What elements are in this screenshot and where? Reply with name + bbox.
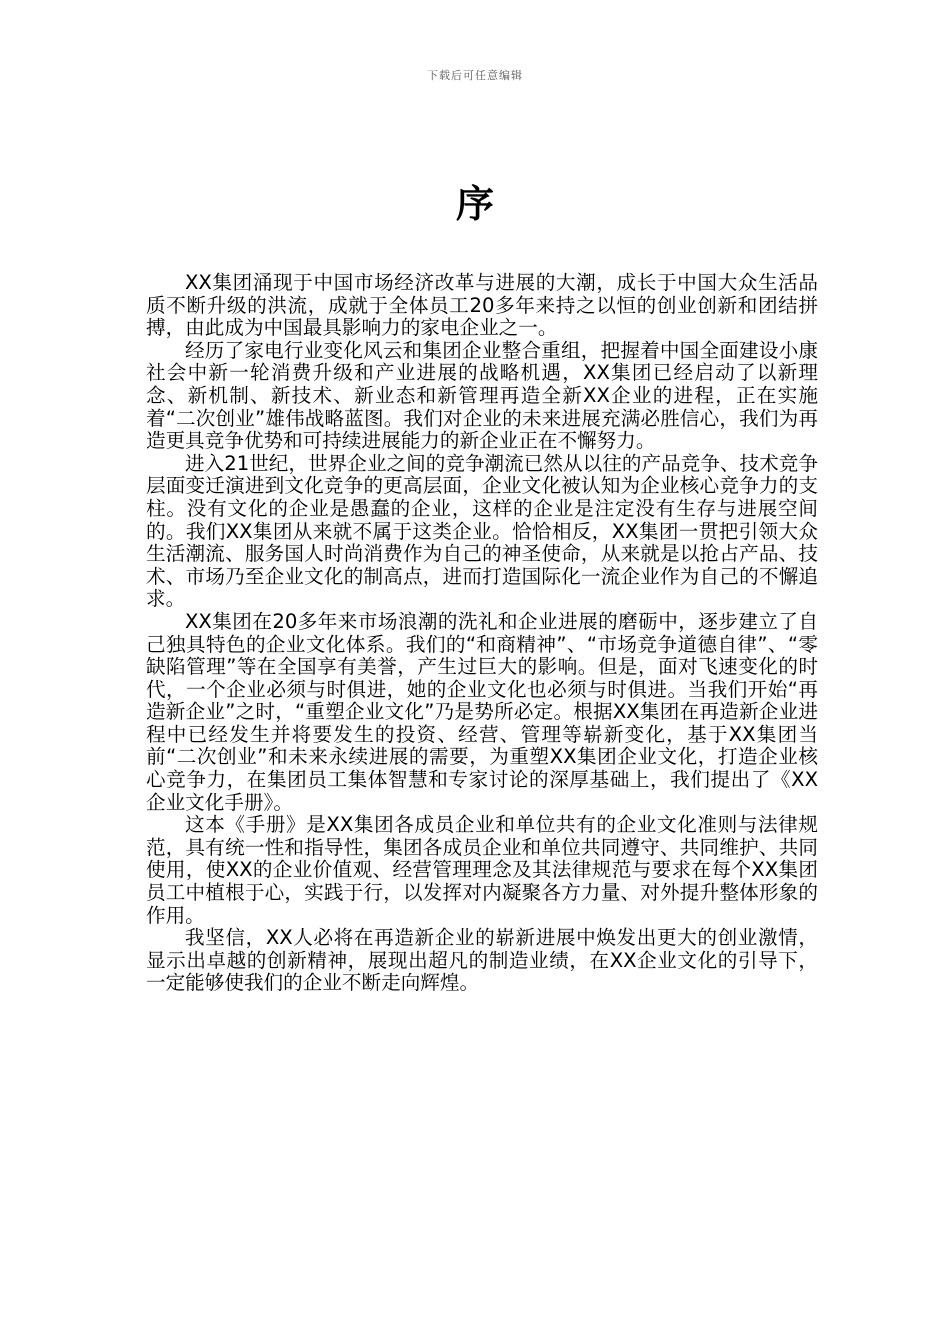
document-title: 序: [455, 182, 494, 226]
paragraph-1: XX集团涌现于中国市场经济改革与进展的大潮，成长于中国大众生活品质不断升级的洪流，成就于全体员工20多年来持之以恒的创业创新和团结拼搏，由此成为中国最具影响力的家电企业之一。: [146, 271, 818, 340]
paragraph-3: 进入21世纪，世界企业之间的竞争潮流已然从以往的产品竞争、技术竞争层面变迁演进到文化竞争的更高层面，企业文化被认知为企业核心竞争力的支柱。没有文化的企业是愚蠢的企业，这样的企业是注定没有生存与进展空间的。我们XX集团从来就不属于这类企业。恰恰相反，XX集团一贯把引领大众生活潮流、服务国人时尚消费作为自己的神圣使命，从来就是以抢占产品、技术、市场乃至企业文化的制高点，进而打造国际化一流企业作为自己的不懈追求。: [146, 451, 818, 611]
document-body: [146, 272, 818, 995]
paragraph-5: 这本《手册》是XX集团各成员企业和单位共有的企业文化准则与法律规范，具有统一性和指导性，集团各成员企业和单位共同遵守、共同维护、共同使用，使XX的企业价值观、经营管理理念及其法律规范与要求在每个XX集团员工中植根于心，实践于行，以发挥对内凝聚各方力量、对外提升整体形象的作用。: [146, 813, 818, 927]
paragraph-6: 我坚信，XX人必将在再造新企业的崭新进展中焕发出更大的创业激情，显示出卓越的创新精神，展现出超凡的制造业绩，在XX企业文化的引导下，一定能够使我们的企业不断走向辉煌。: [146, 926, 818, 995]
paragraph-4: XX集团在20多年来市场浪潮的洗礼和企业进展的磨砺中，逐步建立了自己独具特色的企业文化体系。我们的“和商精神”、“市场竞争道德自律”、“零缺陷管理”等在全国享有美誉，产生过巨大的影响。但是，面对飞速变化的时代，一个企业必须与时俱进，她的企业文化也必须与时俱进。当我们开始“再造新企业”之时，“重塑企业文化”乃是势所必定。根据XX集团在再造新企业进程中已经发生并将要发生的投资、经营、管理等崭新变化，基于XX集团当前“二次创业”和未来永续进展的需要，为重塑XX集团企业文化，打造企业核心竞争力，在集团员工集体智慧和专家讨论的深厚基础上，我们提出了《XX企业文化手册》。: [146, 609, 818, 814]
paragraph-2: 经历了家电行业变化风云和集团企业整合重组，把握着中国全面建设小康社会中新一轮消费升级和产业进展的战略机遇，XX集团已经启动了以新理念、新机制、新技术、新业态和新管理再造全新XX企业的进程，正在实施着“二次创业”雄伟战略蓝图。我们对企业的未来进展充满必胜信心，我们为再造更具竞争优势和可持续进展能力的新企业正在不懈努力。: [146, 338, 818, 453]
page-header-note: 下载后可任意编辑: [427, 69, 523, 82]
